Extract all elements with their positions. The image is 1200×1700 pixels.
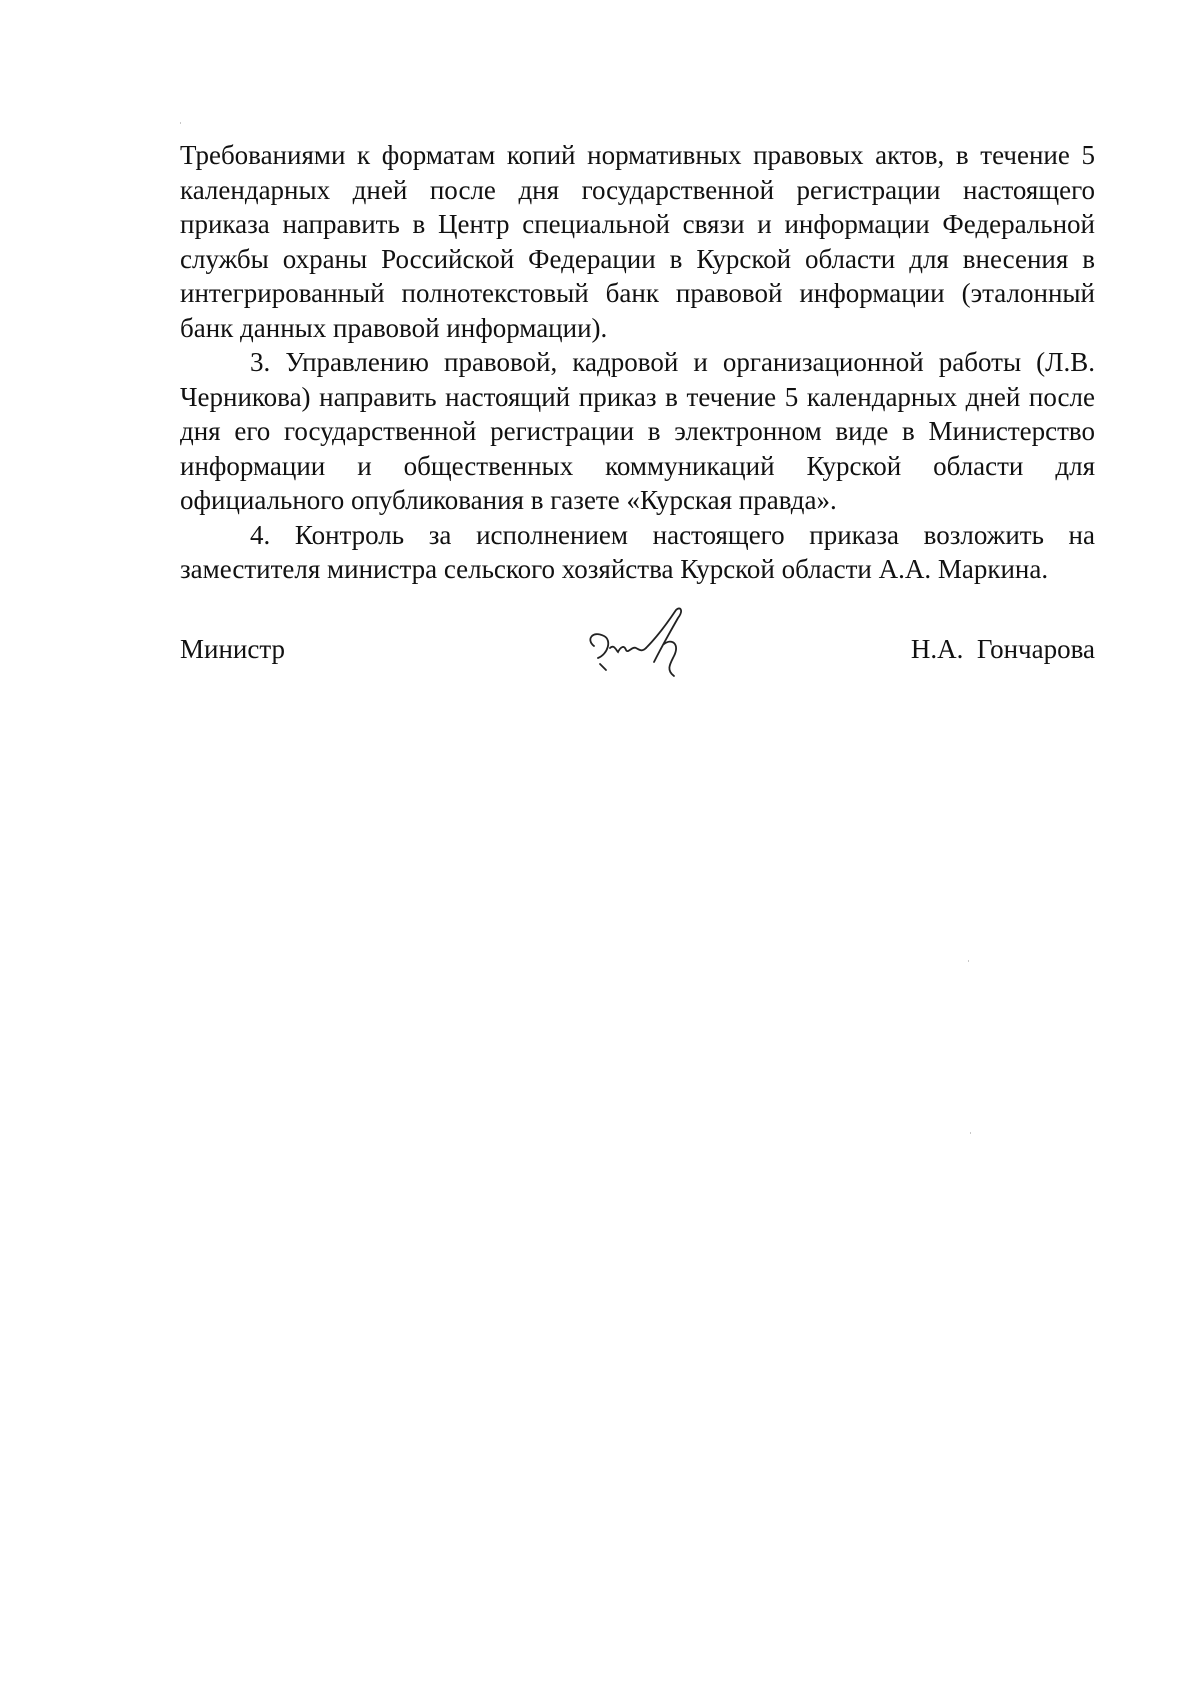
- paragraph-continuation: Требованиями к форматам копий нормативных правовых актов, в течение 5 календарных дней после дня государственной регистрации настоящего приказа направить в Центр специальной связи и информации Федеральной службы охраны Российской Федерации в Курской области для внесения в интегрированный полнотекстовый банк правовой информации (эталонный банк данных правовой информации).: [180, 140, 1095, 343]
- scan-speck: [968, 960, 969, 962]
- handwritten-signature: [580, 604, 720, 689]
- signer-name: Н.А. Гончарова: [910, 634, 1095, 664]
- signature-block: [180, 622, 1095, 702]
- paragraph-item-4: 4. Контроль за исполнением настоящего приказа возложить на заместителя министра сельского хозяйства Курской области А.А. Маркина.: [180, 519, 1095, 584]
- document-body: [180, 138, 1095, 587]
- signer-position: Министр: [180, 634, 285, 664]
- scan-speck: [970, 1132, 971, 1134]
- paragraph-item-3: 3. Управлению правовой, кадровой и организационной работы (Л.В. Черникова) направить настоящий приказ в течение 5 календарных дней после дня его государственной регистрации в электронном виде в Министерство информации и общественных коммуникаций Курской области для официального опубликования в газете «Курская правда».: [180, 347, 1095, 515]
- scan-speck: [180, 122, 181, 124]
